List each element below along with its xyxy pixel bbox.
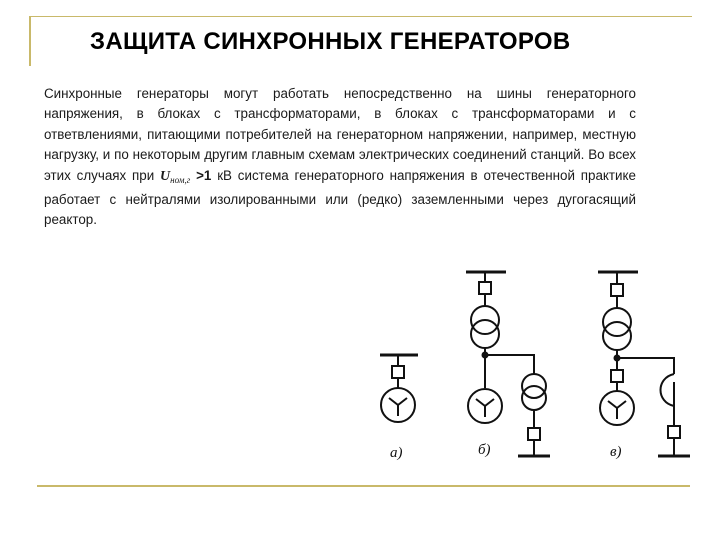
- slide-footer-line: [37, 485, 690, 487]
- branch-wire: [617, 358, 674, 374]
- voltage-condition: >1: [196, 167, 212, 183]
- breaker: [479, 282, 491, 294]
- slide-frame-left: [29, 16, 31, 66]
- slide-title: ЗАЩИТА СИНХРОННЫХ ГЕНЕРАТОРОВ: [90, 28, 571, 55]
- branch-wire: [485, 355, 534, 374]
- paragraph-part1: Синхронные генераторы могут работать непосредственно на шины генераторного напряжения, в блоках с трансформаторами, в блоках с трансформаторами и с ответвлениями, питающими потребителей на генераторном напряжении, например, местную нагрузку, и по некоторым другим главным схемам электрических соединений станций. Во всех этих случаях при: [44, 86, 636, 183]
- voltage-subscript: ном,г: [170, 174, 191, 185]
- body-paragraph: [44, 84, 636, 231]
- breaker: [611, 284, 623, 296]
- scheme-a: [380, 355, 418, 422]
- generator-breaker: [611, 370, 623, 382]
- star-winding: [608, 401, 626, 419]
- branch-breaker: [528, 428, 540, 440]
- scheme-c: [598, 272, 690, 456]
- breaker: [392, 366, 404, 378]
- caption-b: б): [478, 442, 491, 458]
- scheme-b: [466, 272, 550, 456]
- voltage-symbol: U: [160, 168, 171, 184]
- caption-a: а): [390, 445, 403, 461]
- star-winding: [476, 399, 494, 417]
- branch-breaker: [668, 426, 680, 438]
- generator-schemes-diagram: [360, 260, 700, 470]
- caption-c: в): [610, 444, 622, 460]
- paragraph-part2: кВ система генераторного напряжения в отечественной практике работает с нейтралями изолированными или (редко) заземленными через дугогасящий реактор.: [44, 167, 636, 228]
- star-winding: [389, 398, 407, 416]
- reactor-symbol: [661, 374, 675, 406]
- slide-frame-top: [29, 16, 692, 17]
